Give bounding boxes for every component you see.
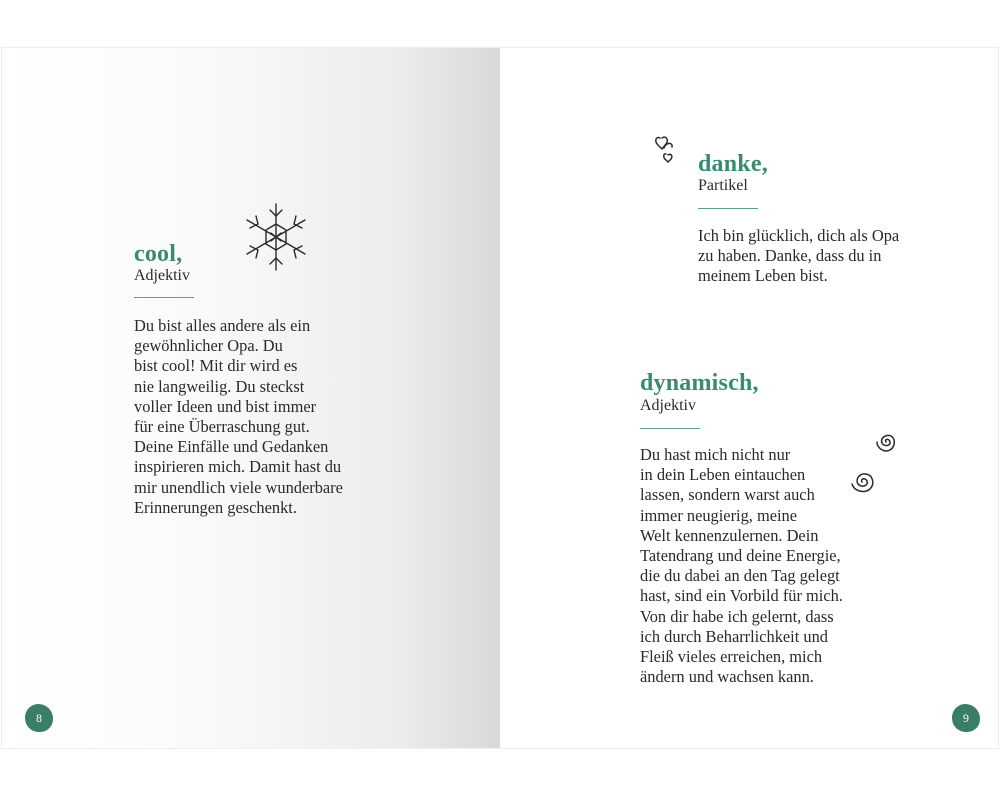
page-number-badge: 8	[25, 704, 53, 732]
entry-text: Ich bin glücklich, dich als Opa zu haben. Danke, dass du in meinem Leben bist.	[698, 226, 900, 286]
entry-part-of-speech: Partikel	[698, 177, 748, 194]
book-spread	[0, 47, 1000, 750]
divider	[640, 428, 700, 429]
right-page	[500, 47, 999, 749]
page-number-badge: 9	[952, 704, 980, 732]
divider	[698, 208, 758, 209]
divider	[134, 297, 194, 298]
spiral-icon	[846, 430, 902, 498]
entry-text: Du bist alles andere als ein gewöhnlicher Opa. Du bist cool! Mit dir wird es nie langweilig. Du steckst voller Ideen und bist immer für eine Überraschung gut. Deine Einfälle und Gedanken inspirieren mich. Damit hast du mir unendlich viele wunderbare Erinnerungen geschenkt.	[134, 316, 343, 517]
entry-word: danke,	[698, 151, 768, 177]
left-page	[1, 47, 500, 749]
hearts-icon	[654, 134, 680, 164]
snowflake-icon	[242, 202, 310, 272]
entry-text: Du hast mich nicht nur in dein Leben eintauchen lassen, sondern warst auch immer neugierig, meine Welt kennenzulernen. Dein Tatendrang und deine Energie, die du dabei an den Tag gelegt hast, sind ein Vorbild für mich. Von dir habe ich gelernt, dass ich durch Beharrlichkeit und Fleiß vieles erreichen, mich ändern und wachsen kann.	[640, 445, 843, 687]
entry-part-of-speech: Adjektiv	[640, 397, 696, 414]
entry-word: dynamisch,	[640, 370, 759, 396]
entry-word: cool,	[134, 241, 183, 267]
entry-part-of-speech: Adjektiv	[134, 267, 190, 284]
